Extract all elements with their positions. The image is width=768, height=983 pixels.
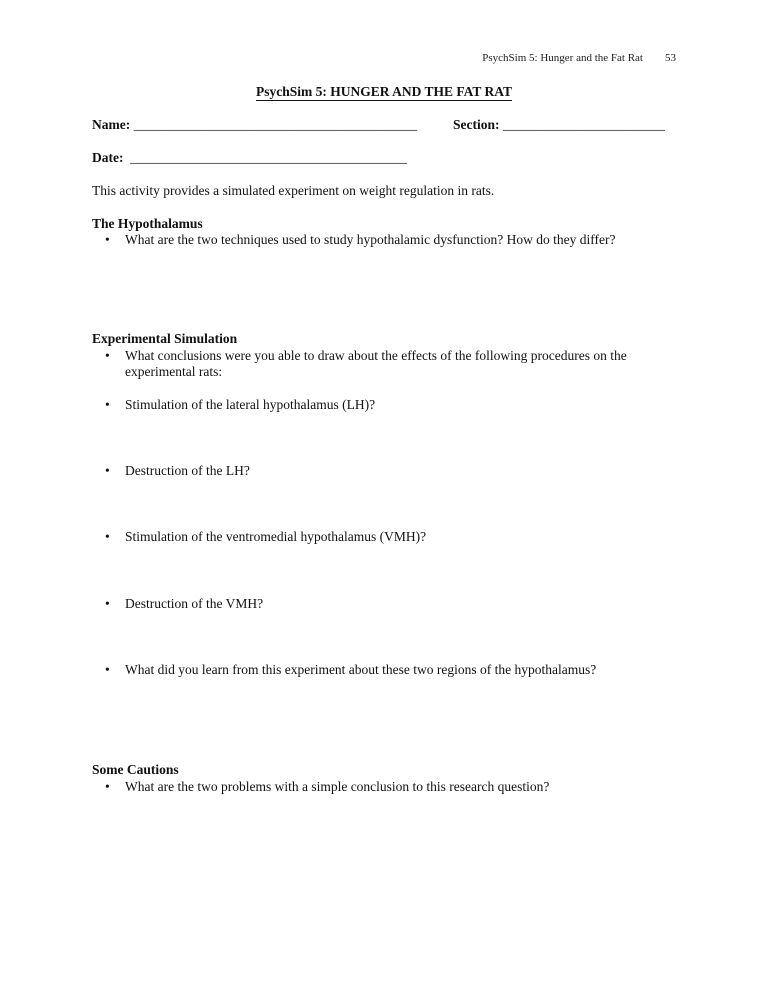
- running-header-title: PsychSim 5: Hunger and the Fat Rat: [482, 52, 643, 64]
- intro-text: This activity provides a simulated experiment on weight regulation in rats.: [92, 183, 495, 198]
- bullet-icon: •: [105, 662, 110, 677]
- heading-some-cautions: Some Cautions: [92, 762, 179, 777]
- list-item: [92, 779, 672, 795]
- page-title-text: PsychSim 5: HUNGER AND THE FAT RAT: [255, 84, 513, 99]
- date-field[interactable]: [92, 150, 407, 166]
- list-item: [92, 529, 672, 545]
- running-header: [482, 52, 676, 64]
- heading-hypothalamus: The Hypothalamus: [92, 216, 203, 231]
- name-field[interactable]: [92, 117, 417, 133]
- bullet-icon: •: [105, 596, 110, 611]
- page-title: [0, 84, 768, 100]
- list-item: [92, 232, 672, 248]
- name-label: Name:: [92, 117, 131, 132]
- date-input-line[interactable]: _________________________________________: [130, 150, 407, 165]
- question-text: What conclusions were you able to draw about the effects of the following procedures on the experimental rats:: [125, 348, 627, 379]
- list-item: [92, 348, 672, 380]
- experimental-question-lh-destruction: [92, 463, 672, 479]
- section-input-line[interactable]: ________________________: [502, 117, 665, 132]
- question-text: Destruction of the LH?: [125, 463, 250, 478]
- bullet-icon: •: [105, 779, 110, 794]
- hypothalamus-questions: [92, 232, 672, 248]
- bullet-icon: •: [105, 348, 110, 363]
- question-text: What are the two techniques used to study hypothalamic dysfunction? How do they differ?: [125, 232, 616, 247]
- question-text: Destruction of the VMH?: [125, 596, 264, 611]
- question-text: Stimulation of the ventromedial hypothalamus (VMH)?: [125, 529, 427, 544]
- question-text: What are the two problems with a simple conclusion to this research question?: [125, 779, 550, 794]
- experimental-intro-question: [92, 348, 672, 380]
- date-label: Date:: [92, 150, 124, 165]
- bullet-icon: •: [105, 232, 110, 247]
- bullet-icon: •: [105, 463, 110, 478]
- list-item: [92, 463, 672, 479]
- question-text: What did you learn from this experiment about these two regions of the hypothalamus?: [125, 662, 597, 677]
- heading-experimental-simulation: Experimental Simulation: [92, 331, 238, 346]
- section-field[interactable]: [453, 117, 665, 133]
- bullet-icon: •: [105, 397, 110, 412]
- experimental-question-lh-stimulation: [92, 397, 672, 413]
- section-label: Section:: [453, 117, 500, 132]
- question-text: Stimulation of the lateral hypothalamus (LH)?: [125, 397, 376, 412]
- experimental-question-vmh-stimulation: [92, 529, 672, 545]
- bullet-icon: •: [105, 529, 110, 544]
- page-number: 53: [665, 52, 676, 64]
- list-item: [92, 596, 672, 612]
- list-item: [92, 662, 672, 678]
- cautions-questions: [92, 779, 672, 795]
- experimental-question-vmh-destruction: [92, 596, 672, 612]
- list-item: [92, 397, 672, 413]
- experimental-question-regions: [92, 662, 672, 678]
- name-input-line[interactable]: __________________________________________: [133, 117, 418, 132]
